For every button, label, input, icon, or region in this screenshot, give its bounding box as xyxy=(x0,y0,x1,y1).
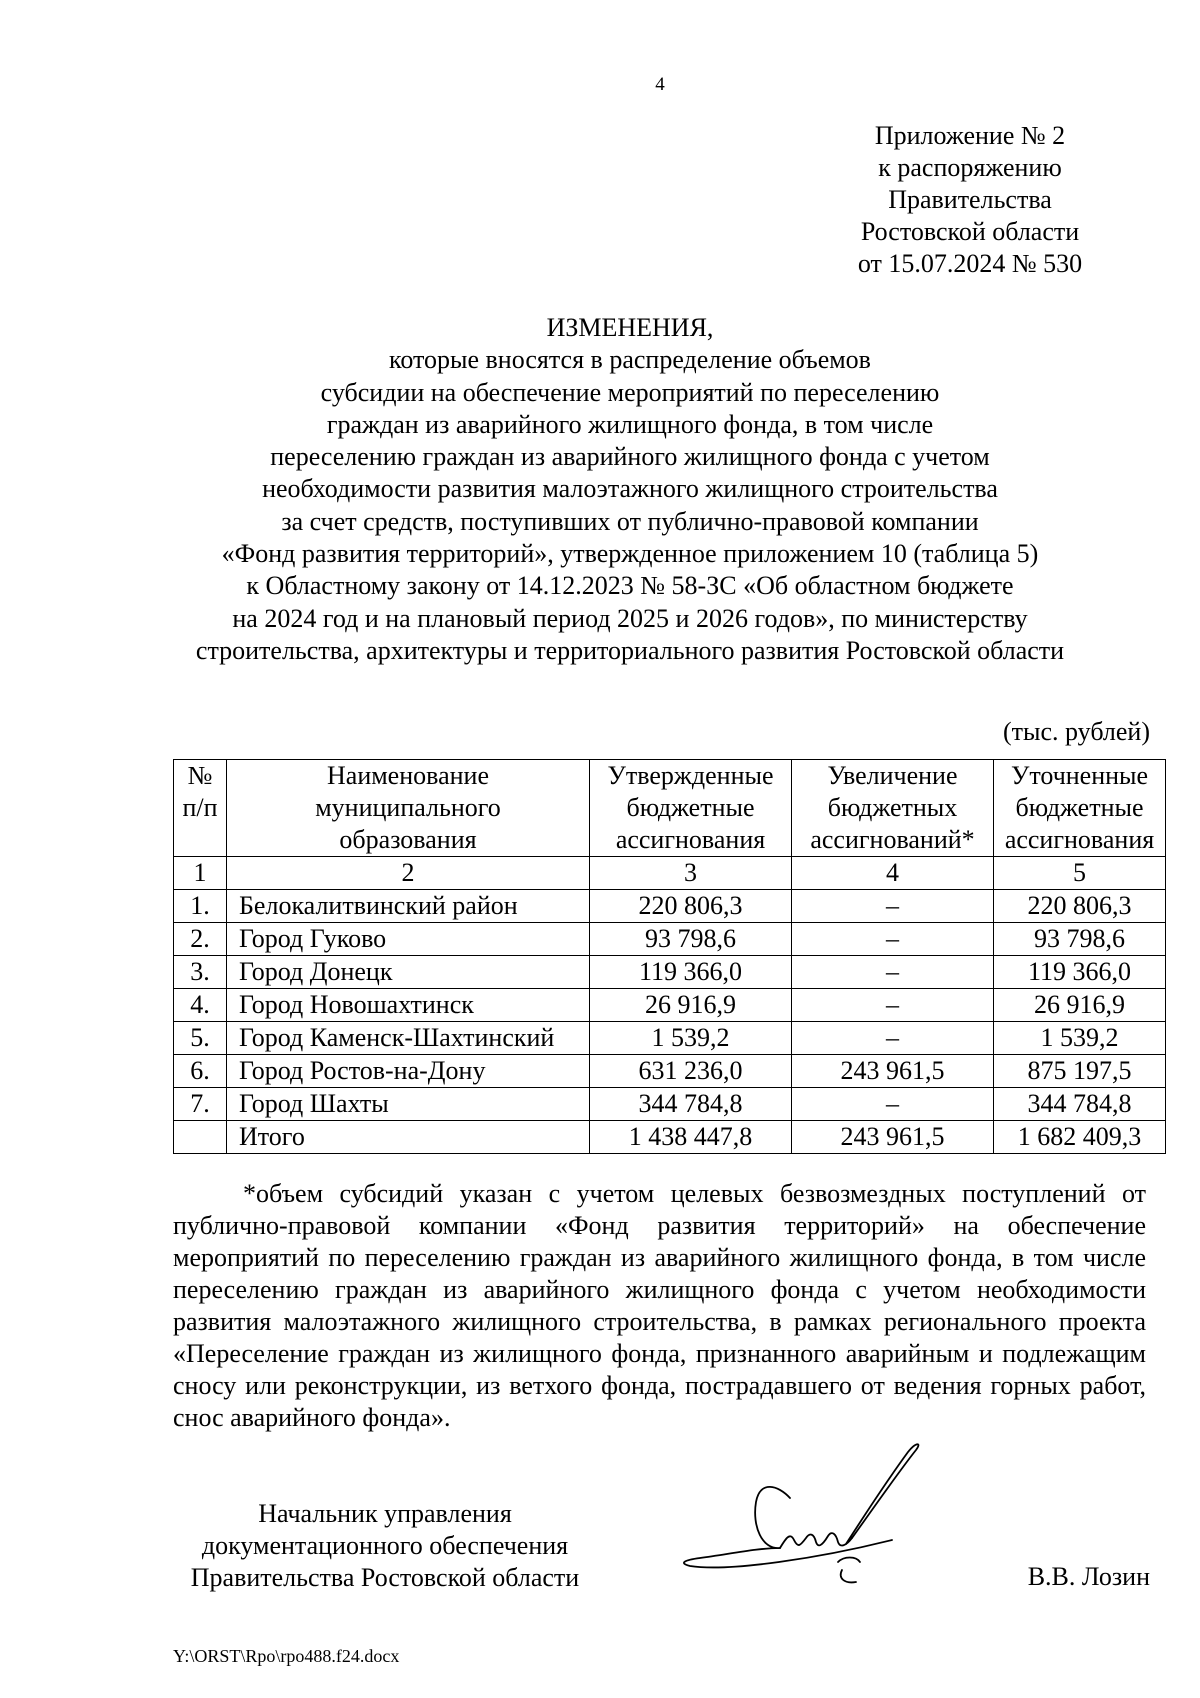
appendix-line: Приложение № 2 xyxy=(874,121,1066,150)
title-heading: ИЗМЕНЕНИЯ, xyxy=(546,313,714,342)
table-row xyxy=(174,1055,1166,1088)
cell-name: Город Ростов-на-Дону xyxy=(227,1055,590,1088)
cell-number: 2. xyxy=(174,923,227,956)
cell-approved: 119 366,0 xyxy=(590,956,792,989)
cell-approved: 220 806,3 xyxy=(590,890,792,923)
cell-name: Город Гуково xyxy=(227,923,590,956)
header-text: ассигнования xyxy=(1004,825,1155,854)
header-name xyxy=(227,760,590,857)
cell-number: 4. xyxy=(174,989,227,1022)
cell-approved: 1 438 447,8 xyxy=(590,1121,792,1154)
cell-number: 6. xyxy=(174,1055,227,1088)
cell-refined: 875 197,5 xyxy=(994,1055,1166,1088)
cell-number xyxy=(174,1121,227,1154)
appendix-line: к распоряжению xyxy=(878,153,1062,182)
table-row xyxy=(174,989,1166,1022)
column-number: 2 xyxy=(227,857,590,890)
cell-approved: 26 916,9 xyxy=(590,989,792,1022)
position-line: документационного обеспечения xyxy=(201,1531,569,1560)
title-line: строительства, архитектуры и территориального развития Ростовской области xyxy=(195,635,1065,665)
cell-approved: 631 236,0 xyxy=(590,1055,792,1088)
header-text: бюджетных xyxy=(827,793,958,822)
document-title xyxy=(160,312,1100,667)
footnote: *объем субсидий указан с учетом целевых безвозмездных поступлений от публично-правовой компании «Фонд развития территорий» на обеспечение мероприятий по переселению граждан из аварийного жилищного фонда, в том числе переселению граждан из аварийного жилищного фонда с учетом необходимости развития малоэтажного жилищного строительства, в рамках регионального проекта «Переселение граждан из жилищного фонда, признанного аварийным и подлежащим сносу или реконструкции, из ветхого фонда, пострадавшего от ведения горных работ, снос аварийного фонда». xyxy=(173,1179,1146,1432)
header-text: Наименование xyxy=(327,761,489,790)
cell-approved: 1 539,2 xyxy=(590,1022,792,1055)
cell-name: Город Каменск-Шахтинский xyxy=(227,1022,590,1055)
title-line: на 2024 год и на плановый период 2025 и 2026 годов», по министерству xyxy=(232,603,1028,633)
header-text: Увеличение xyxy=(827,761,958,790)
cell-increase: 243 961,5 xyxy=(792,1055,994,1088)
header-increase xyxy=(792,760,994,857)
appendix-line: от 15.07.2024 № 530 xyxy=(857,249,1083,278)
appendix-line: Ростовской области xyxy=(860,217,1080,246)
column-number: 4 xyxy=(792,857,994,890)
header-text: образования xyxy=(339,825,477,854)
appendix-line: Правительства xyxy=(888,185,1052,214)
table-row xyxy=(174,923,1166,956)
title-line: переселению граждан из аварийного жилищного фонда с учетом xyxy=(270,442,990,472)
cell-approved: 93 798,6 xyxy=(590,923,792,956)
cell-number: 3. xyxy=(174,956,227,989)
column-number: 3 xyxy=(590,857,792,890)
cell-refined: 1 682 409,3 xyxy=(994,1121,1166,1154)
header-text: ассигнований* xyxy=(810,825,975,854)
header-text: бюджетные xyxy=(1015,793,1144,822)
header-text: Уточненные xyxy=(1010,761,1149,790)
cell-increase: – xyxy=(792,1022,994,1055)
header-text: п/п xyxy=(182,793,218,822)
column-number: 5 xyxy=(994,857,1166,890)
cell-name: Город Шахты xyxy=(227,1088,590,1121)
table-total-row xyxy=(174,1121,1166,1154)
handwritten-signature xyxy=(660,1430,930,1600)
cell-refined: 93 798,6 xyxy=(994,923,1166,956)
cell-name: Город Донецк xyxy=(227,956,590,989)
title-line: «Фонд развития территорий», утвержденное приложением 10 (таблица 5) xyxy=(221,539,1039,569)
subsidy-table xyxy=(173,759,1166,1154)
header-refined xyxy=(994,760,1166,857)
table-row xyxy=(174,1022,1166,1055)
title-line: граждан из аварийного жилищного фонда, в том числе xyxy=(326,409,934,439)
cell-refined: 220 806,3 xyxy=(994,890,1166,923)
header-approved xyxy=(590,760,792,857)
cell-number: 7. xyxy=(174,1088,227,1121)
cell-refined: 26 916,9 xyxy=(994,989,1166,1022)
table-row xyxy=(174,956,1166,989)
cell-increase: – xyxy=(792,890,994,923)
cell-number: 1. xyxy=(174,890,227,923)
cell-number: 5. xyxy=(174,1022,227,1055)
cell-name: Белокалитвинский район xyxy=(227,890,590,923)
units-label: (тыс. рублей) xyxy=(1002,717,1150,746)
title-line: субсидии на обеспечение мероприятий по переселению xyxy=(320,377,940,407)
cell-name: Город Новошахтинск xyxy=(227,989,590,1022)
header-text: Утвержденные xyxy=(607,761,774,790)
table-header-row xyxy=(174,760,1166,857)
column-number: 1 xyxy=(174,857,227,890)
title-line: которые вносятся в распределение объемов xyxy=(389,345,871,375)
cell-increase: 243 961,5 xyxy=(792,1121,994,1154)
file-path: Y:\ORST\Rpo\rpo488.f24.docx xyxy=(173,1646,400,1666)
cell-increase: – xyxy=(792,1088,994,1121)
header-text: муниципального xyxy=(315,793,501,822)
appendix-reference xyxy=(820,120,1120,280)
header-number xyxy=(174,760,227,857)
signer-name: В.В. Лозин xyxy=(1027,1562,1150,1591)
title-line: необходимости развития малоэтажного жилищного строительства xyxy=(262,474,998,504)
cell-increase: – xyxy=(792,923,994,956)
cell-approved: 344 784,8 xyxy=(590,1088,792,1121)
position-line: Начальник управления xyxy=(258,1499,512,1528)
header-text: бюджетные xyxy=(626,793,755,822)
cell-refined: 1 539,2 xyxy=(994,1022,1166,1055)
header-text: № xyxy=(187,761,213,790)
header-text: ассигнования xyxy=(615,825,766,854)
table-row xyxy=(174,890,1166,923)
table-row xyxy=(174,1088,1166,1121)
cell-refined: 119 366,0 xyxy=(994,956,1166,989)
title-line: за счет средств, поступивших от публично-правовой компании xyxy=(281,506,979,536)
cell-increase: – xyxy=(792,956,994,989)
cell-refined: 344 784,8 xyxy=(994,1088,1166,1121)
column-number-row xyxy=(174,857,1166,890)
page-number: 4 xyxy=(655,74,665,95)
position-line: Правительства Ростовской области xyxy=(190,1563,580,1592)
cell-increase: – xyxy=(792,989,994,1022)
signatory-position xyxy=(170,1498,600,1594)
title-line: к Областному закону от 14.12.2023 № 58-ЗС «Об областном бюджете xyxy=(246,571,1014,601)
cell-name: Итого xyxy=(227,1121,590,1154)
